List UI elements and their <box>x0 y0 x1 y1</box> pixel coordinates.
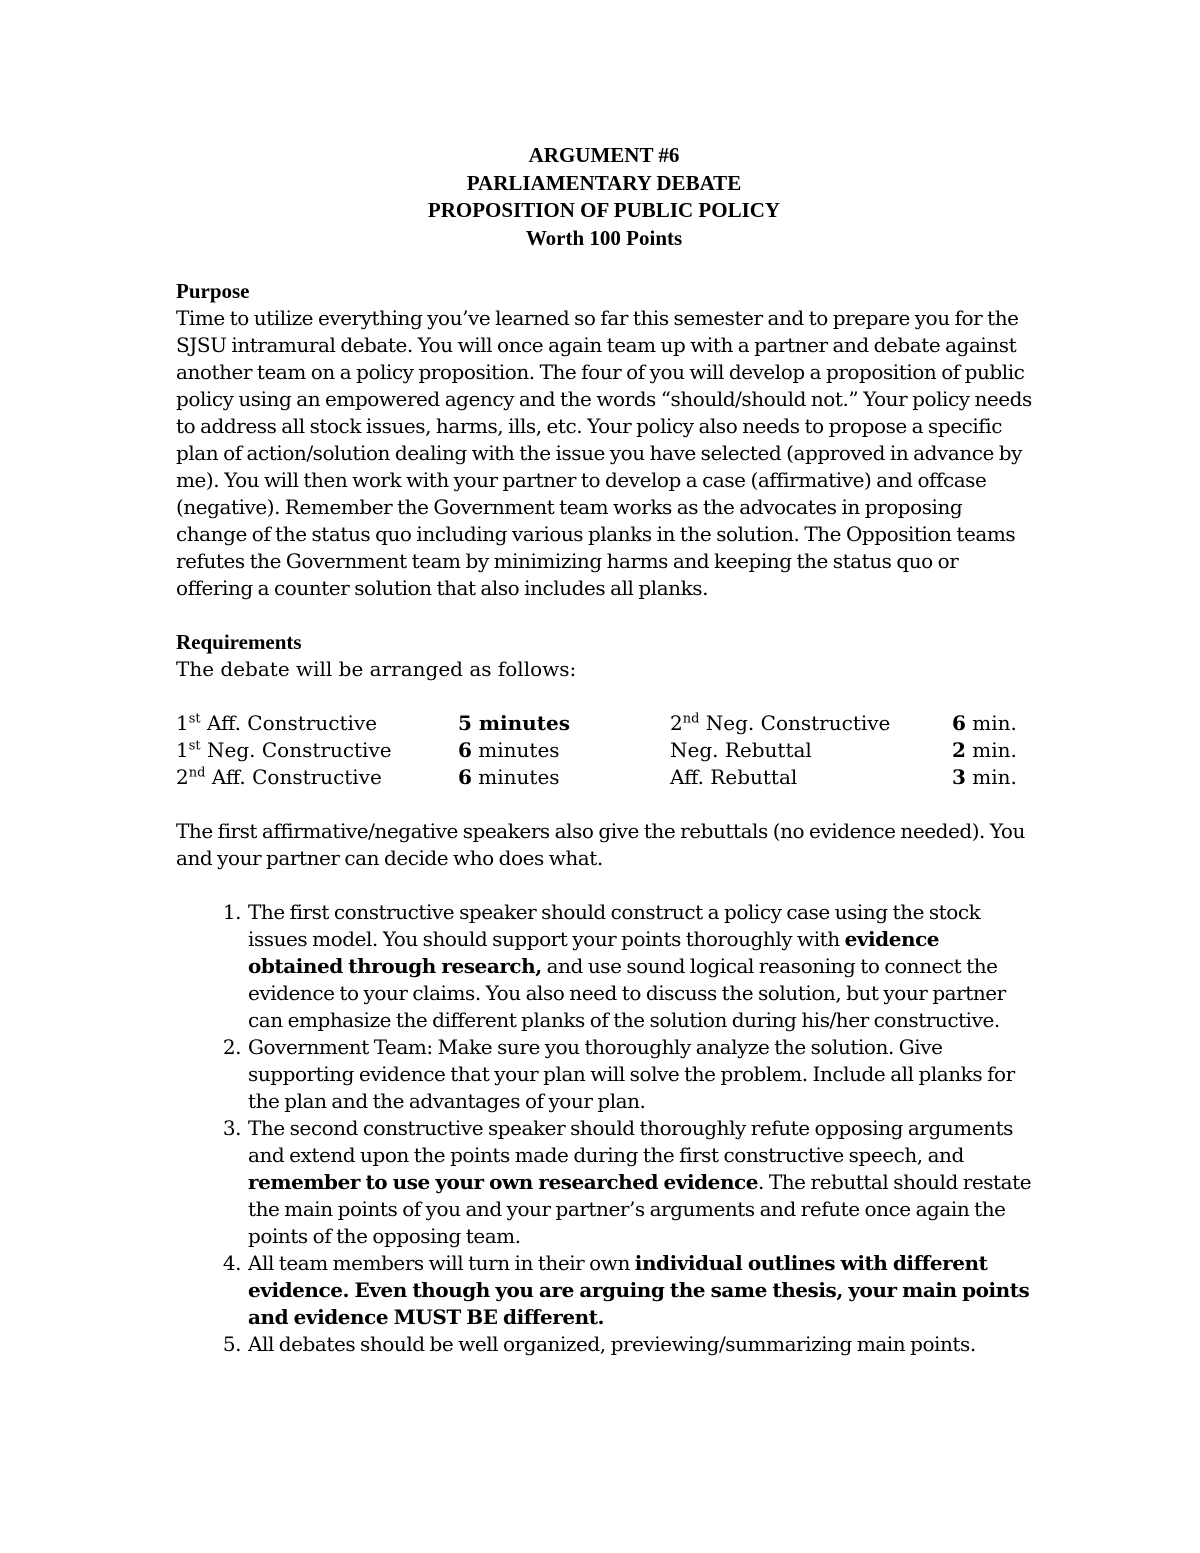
requirements-intro: The debate will be arranged as follows: <box>176 657 577 681</box>
requirements-heading: Requirements <box>176 630 302 654</box>
schedule-time: 6 minutes <box>458 765 560 789</box>
schedule-speech: Neg. Rebuttal <box>670 738 812 762</box>
proposition-type: PROPOSITION OF PUBLIC POLICY <box>427 198 781 222</box>
document-page <box>176 142 1032 1358</box>
list-item: 2. Government Team: Make sure you thoroughly analyze the solution. Give supporting evidence that your plan will solve the problem. Include all planks for the plan and the advantages of your plan. <box>246 1034 1032 1115</box>
schedule-speech: 1st Aff. Constructive <box>176 711 378 735</box>
schedule-speech: 2nd Aff. Constructive <box>176 765 382 789</box>
schedule-time: 6 minutes <box>458 738 560 762</box>
list-item: 3. The second constructive speaker should thoroughly refute opposing arguments and extend upon the points made during the first constructive speech, and remember to use your own researched evidence. The rebuttal should restate the main points of you and your partner’s arguments and refute once again the points of the opposing team. <box>246 1115 1032 1250</box>
debate-type: PARLIAMENTARY DEBATE <box>466 170 742 195</box>
list-item: 5. All debates should be well organized, previewing/summarizing main points. <box>246 1331 1032 1358</box>
rebuttal-note: The first affirmative/negative speakers also give the rebuttals (no evidence needed). You and your partner can decide who does what. <box>176 819 1025 870</box>
purpose-paragraph: Time to utilize everything you’ve learned so far this semester and to prepare you for the SJSU intramural debate. You will once again team up with a partner and debate against another team on a policy proposition. The four of you will develop a proposition of public policy using an empowered agency and the words “should/should not.” Your policy needs to address all stock issues, harms, ills, etc. Your policy also needs to propose a specific plan of action/solution dealing with the issue you have selected (approved in advance by me). You will then work with your partner to develop a case (affirmative) and offcase (negative). Remember the Government team works as the advocates in proposing change of the status quo including various planks in the solution. The Opposition teams refutes the Government team by minimizing harms and keeping the status quo or offering a counter solution that also includes all planks. <box>176 306 1032 600</box>
schedule-speech: 1st Neg. Constructive <box>176 738 392 762</box>
section-spacer <box>176 602 1032 629</box>
schedule-speech: 2nd Neg. Constructive <box>670 711 891 735</box>
purpose-heading: Purpose <box>176 279 250 303</box>
document-title-block <box>176 142 1032 252</box>
debate-schedule <box>176 710 1032 791</box>
assignment-number: ARGUMENT #6 <box>528 143 680 167</box>
schedule-speech: Aff. Rebuttal <box>670 765 798 789</box>
schedule-time: 2 min. <box>952 738 1017 762</box>
schedule-time: 3 min. <box>952 765 1017 789</box>
list-item: 1. The first constructive speaker should construct a policy case using the stock issues model. You should support your points thoroughly with evidence obtained through research, and use sound logical reasoning to connect the evidence to your claims. You also need to discuss the solution, but your partner can emphasize the different planks of the solution during his/her constructive. <box>246 899 1032 1034</box>
points-worth: Worth 100 Points <box>525 225 683 250</box>
list-item: 4. All team members will turn in their own individual outlines with different evidence. Even though you are arguing the same thesis, your main points and evidence MUST BE different. <box>246 1250 1032 1331</box>
schedule-time: 5 minutes <box>458 711 570 735</box>
schedule-time: 6 min. <box>952 711 1017 735</box>
requirements-list <box>176 899 1032 1358</box>
